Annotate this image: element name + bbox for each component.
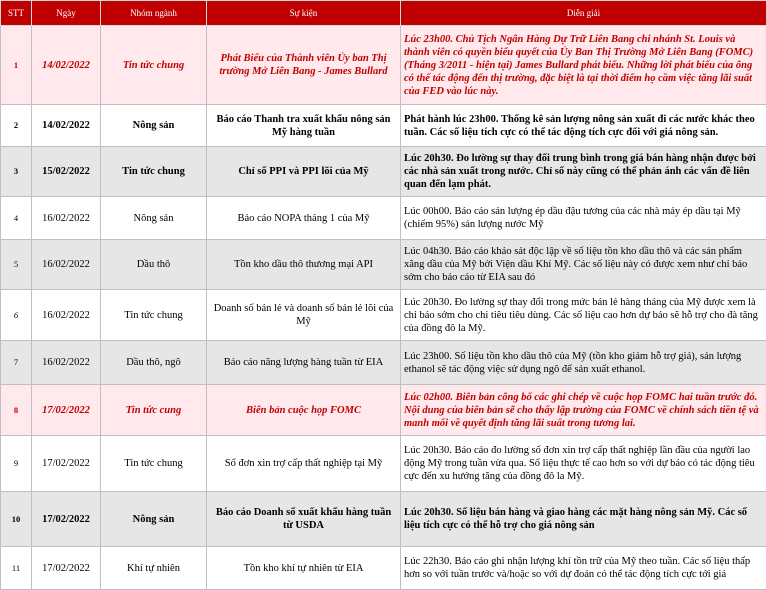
table-row	[1, 341, 766, 385]
row-date: 17/02/2022	[32, 436, 101, 492]
row-date: 17/02/2022	[32, 547, 101, 590]
table-row	[1, 290, 766, 341]
table-row	[1, 240, 766, 290]
table-row	[1, 197, 766, 240]
table-row	[1, 547, 766, 590]
row-description: Lúc 02h00. Biên bản công bố các ghi chép về cuộc họp FOMC hai tuần trước đó. Nội dung của biên bản sẽ cho thấy lập trường của FOMC về chính sách tiền tệ và manh mối về quyết định tăng lãi suất trong tương lai.	[401, 385, 766, 436]
row-sector: Tin tức cung	[101, 385, 207, 436]
row-description: Lúc 20h30. Số liệu bán hàng và giao hàng các mặt hàng nông sản Mỹ. Các số liệu tích cực có thể hỗ trợ cho giá nông sản	[401, 492, 766, 547]
row-stt: 3	[1, 147, 32, 197]
row-sector: Tin tức chung	[101, 147, 207, 197]
row-description: Phát hành lúc 23h00. Thống kê sản lượng nông sản xuất đi các nước khác theo tuần. Các số liệu tích cực có thể tác động tích cực đối với giá nông sản.	[401, 105, 766, 147]
row-event: Chỉ số PPI và PPI lõi của Mỹ	[207, 147, 401, 197]
row-stt: 2	[1, 105, 32, 147]
row-stt: 10	[1, 492, 32, 547]
row-event: Báo cáo Thanh tra xuất khẩu nông sản Mỹ hàng tuần	[207, 105, 401, 147]
row-date: 15/02/2022	[32, 147, 101, 197]
row-event: Số đơn xin trợ cấp thất nghiệp tại Mỹ	[207, 436, 401, 492]
row-sector: Tin tức chung	[101, 436, 207, 492]
row-description: Lúc 20h30. Đo lường sự thay đổi trung bình trong giá bán hàng nhận được bởi các nhà sản xuất trong nước. Chỉ số này cũng có thể phản ánh các vấn đề liên quan đến lạm phát.	[401, 147, 766, 197]
table-row	[1, 492, 766, 547]
row-sector: Tin tức chung	[101, 26, 207, 105]
row-description: Lúc 23h00. Chủ Tịch Ngân Hàng Dự Trữ Liên Bang chi nhánh St. Louis và thành viên có quyền biểu quyết của Ủy Ban Thị Trường Mở Liên Bang (FOMC) (Tháng 3/2011 - hiện tại) James Bullard phát biểu. Những lời phát biểu của ông có thể tác động đến thị trường, đặc biệt là tại thời điểm họ cầm việc tăng lãi suất của FED vào lúc này.	[401, 26, 766, 105]
table-row	[1, 147, 766, 197]
table-header-row	[1, 1, 766, 26]
row-event: Báo cáo NOPA tháng 1 của Mỹ	[207, 197, 401, 240]
header-date: Ngày	[32, 1, 101, 26]
row-description: Lúc 20h30. Báo cáo đo lường số đơn xin trợ cấp thất nghiệp lần đầu của người lao động Mỹ trong tuần vừa qua. Số liệu thực tế cao hơn so với dự báo có tác động tiêu cực đến xu hướng tăng của đồng đô la Mỹ.	[401, 436, 766, 492]
row-sector: Khí tự nhiên	[101, 547, 207, 590]
row-description: Lúc 00h00. Báo cáo sản lượng ép dầu đậu tương của các nhà máy ép dầu tại Mỹ (chiếm 95%) sản lượng nước Mỹ	[401, 197, 766, 240]
row-date: 16/02/2022	[32, 197, 101, 240]
row-sector: Nông sản	[101, 105, 207, 147]
table-row	[1, 105, 766, 147]
row-sector: Nông sản	[101, 492, 207, 547]
table-row	[1, 385, 766, 436]
row-stt: 8	[1, 385, 32, 436]
header-stt: STT	[1, 1, 32, 26]
row-date: 14/02/2022	[32, 26, 101, 105]
row-description: Lúc 23h00. Số liệu tồn kho dầu thô của Mỹ (tồn kho giảm hỗ trợ giá), sản lượng ethanol sẽ tác động việc sử dụng ngô để sản xuất ethanol.	[401, 341, 766, 385]
row-event: Báo cáo năng lượng hàng tuần từ EIA	[207, 341, 401, 385]
row-description: Lúc 20h30. Đo lường sự thay đổi trong mức bán lẻ hàng tháng của Mỹ được xem là chỉ báo sớm cho chi tiêu tiêu dùng. Các số liệu cao hơn dự báo sẽ hỗ trợ cho đà tăng của đồng đô la Mỹ.	[401, 290, 766, 341]
row-date: 16/02/2022	[32, 240, 101, 290]
row-event: Báo cáo Doanh số xuất khẩu hàng tuần từ USDA	[207, 492, 401, 547]
row-sector: Nông sản	[101, 197, 207, 240]
row-event: Biên bản cuộc họp FOMC	[207, 385, 401, 436]
row-event: Tồn kho khí tự nhiên từ EIA	[207, 547, 401, 590]
row-stt: 4	[1, 197, 32, 240]
row-event: Doanh số bán lẻ và doanh số bán lẻ lõi của Mỹ	[207, 290, 401, 341]
row-date: 17/02/2022	[32, 385, 101, 436]
row-stt: 5	[1, 240, 32, 290]
table-row	[1, 436, 766, 492]
row-sector: Dầu thô, ngô	[101, 341, 207, 385]
header-sector: Nhóm ngành	[101, 1, 207, 26]
row-sector: Tin tức chung	[101, 290, 207, 341]
row-stt: 6	[1, 290, 32, 341]
header-description: Diễn giải	[401, 1, 766, 26]
row-stt: 7	[1, 341, 32, 385]
header-event: Sự kiện	[207, 1, 401, 26]
row-event: Tồn kho dầu thô thương mại API	[207, 240, 401, 290]
row-stt: 1	[1, 26, 32, 105]
row-event: Phát Biểu của Thành viên Ủy ban Thị trường Mở Liên Bang - James Bullard	[207, 26, 401, 105]
row-date: 16/02/2022	[32, 341, 101, 385]
row-date: 17/02/2022	[32, 492, 101, 547]
row-date: 14/02/2022	[32, 105, 101, 147]
row-stt: 9	[1, 436, 32, 492]
row-description: Lúc 22h30. Báo cáo ghi nhận lượng khí tồn trữ của Mỹ theo tuần. Các số liệu thấp hơn so với tuần trước và/hoặc so với dự đoán có thể tác động tích cực tới giá	[401, 547, 766, 590]
row-sector: Dầu thô	[101, 240, 207, 290]
row-stt: 11	[1, 547, 32, 590]
row-description: Lúc 04h30. Báo cáo khảo sát độc lập về số liệu tồn kho dầu thô và các sản phẩm xăng dầu của Mỹ bởi Viện dầu Khí Mỹ. Các số liệu này có được xem như chỉ báo sớm cho báo cáo từ EIA sau đó	[401, 240, 766, 290]
row-date: 16/02/2022	[32, 290, 101, 341]
table-row	[1, 26, 766, 105]
